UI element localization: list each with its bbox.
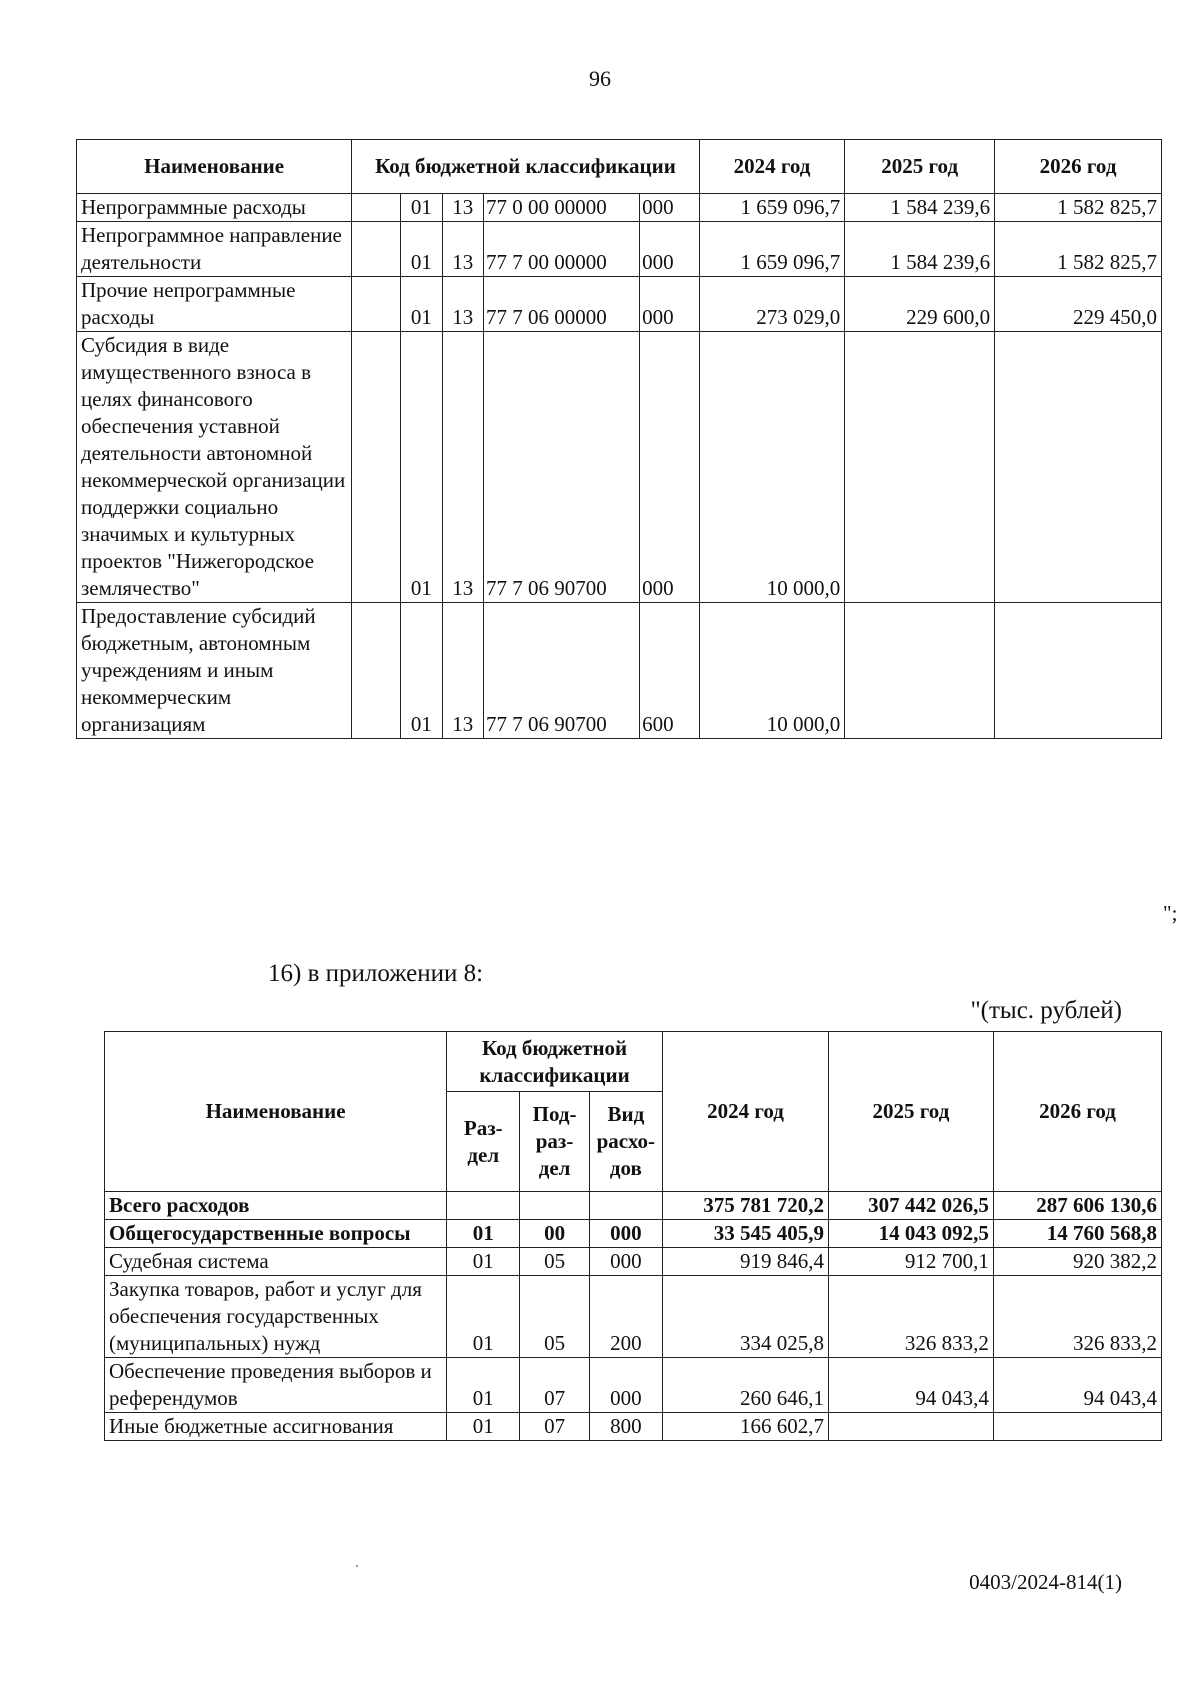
row-name: Обеспечение проведения выборов и референдумов — [105, 1358, 447, 1413]
row-value-2026 — [995, 332, 1162, 603]
row-value-2025: 1 584 239,6 — [845, 194, 995, 222]
row-blank-code — [352, 277, 401, 332]
row-target-article: 77 0 00 00000 — [483, 194, 639, 222]
row-blank-code — [352, 603, 401, 739]
table-row — [105, 1413, 1162, 1441]
table2-body — [105, 1192, 1162, 1441]
row-value-2025: 14 043 092,5 — [828, 1220, 993, 1248]
row-podrazdel: 00 — [520, 1220, 589, 1248]
row-value-2026: 326 833,2 — [993, 1276, 1161, 1358]
row-podrazdel — [520, 1192, 589, 1220]
row-blank-code — [352, 194, 401, 222]
row-value-2025 — [845, 332, 995, 603]
row-value-2025: 326 833,2 — [828, 1276, 993, 1358]
row-value-2024: 166 602,7 — [663, 1413, 829, 1441]
row-name: Иные бюджетные ассигнования — [105, 1413, 447, 1441]
row-value-2025: 912 700,1 — [828, 1248, 993, 1276]
row-razdel — [447, 1192, 520, 1220]
row-expense-type: 800 — [589, 1413, 662, 1441]
row-name: Непрограммные расходы — [77, 194, 352, 222]
row-value-2024: 260 646,1 — [663, 1358, 829, 1413]
row-razdel: 01 — [401, 277, 442, 332]
table-row — [77, 603, 1162, 739]
row-razdel: 01 — [401, 222, 442, 277]
header-name: Наименование — [105, 1032, 447, 1192]
row-razdel: 01 — [447, 1248, 520, 1276]
document-code: 0403/2024-814(1) — [969, 1570, 1122, 1594]
row-name: Всего расходов — [105, 1192, 447, 1220]
row-value-2025 — [845, 603, 995, 739]
row-value-2026: 229 450,0 — [995, 277, 1162, 332]
row-value-2024: 273 029,0 — [699, 277, 845, 332]
budget-table-continued — [76, 139, 1162, 739]
row-target-article: 77 7 06 90700 — [483, 603, 639, 739]
table-row — [105, 1220, 1162, 1248]
row-name: Субсидия в виде имущественного взноса в целях финансового обеспечения уставной деятельности автономной некоммерческой организации поддержки социально значимых и культурных проектов "Нижегородское землячество" — [77, 332, 352, 603]
row-razdel: 01 — [447, 1276, 520, 1358]
row-expense-type: 000 — [640, 194, 700, 222]
row-target-article: 77 7 06 90700 — [483, 332, 639, 603]
appendix-heading: 16) в приложении 8: — [268, 960, 484, 987]
row-podrazdel: 13 — [442, 332, 483, 603]
row-value-2024: 10 000,0 — [699, 603, 845, 739]
row-expense-type: 000 — [589, 1358, 662, 1413]
row-name: Общегосударственные вопросы — [105, 1220, 447, 1248]
row-blank-code — [352, 332, 401, 603]
row-blank-code — [352, 222, 401, 277]
header-vid-raskhodov: Вид расхо-дов — [589, 1092, 662, 1192]
header-razdel: Раз-дел — [447, 1092, 520, 1192]
header-name: Наименование — [77, 140, 352, 194]
header-year-2025: 2025 год — [828, 1032, 993, 1192]
row-value-2026: 920 382,2 — [993, 1248, 1161, 1276]
row-razdel: 01 — [401, 603, 442, 739]
row-value-2025 — [828, 1413, 993, 1441]
row-name: Судебная система — [105, 1248, 447, 1276]
closing-quote: "; — [1163, 901, 1178, 925]
header-year-2026: 2026 год — [993, 1032, 1161, 1192]
row-razdel: 01 — [401, 332, 442, 603]
row-name: Прочие непрограммные расходы — [77, 277, 352, 332]
row-podrazdel: 13 — [442, 277, 483, 332]
row-value-2024: 375 781 720,2 — [663, 1192, 829, 1220]
row-value-2026: 94 043,4 — [993, 1358, 1161, 1413]
row-expense-type — [589, 1192, 662, 1220]
header-budget-code: Код бюджетной классификации — [352, 140, 699, 194]
row-podrazdel: 05 — [520, 1276, 589, 1358]
row-value-2026: 1 582 825,7 — [995, 222, 1162, 277]
header-budget-code: Код бюджетной классификации — [447, 1032, 663, 1092]
row-target-article: 77 7 00 00000 — [483, 222, 639, 277]
row-expense-type: 000 — [640, 277, 700, 332]
row-razdel: 01 — [447, 1220, 520, 1248]
row-podrazdel: 13 — [442, 222, 483, 277]
row-expense-type: 000 — [589, 1248, 662, 1276]
row-value-2026 — [993, 1413, 1161, 1441]
table-row — [77, 222, 1162, 277]
row-value-2025: 1 584 239,6 — [845, 222, 995, 277]
row-value-2024: 33 545 405,9 — [663, 1220, 829, 1248]
scan-speck — [356, 1565, 358, 1567]
row-name: Предоставление субсидий бюджетным, автономным учреждениям и иным некоммерческим организациям — [77, 603, 352, 739]
table-row — [105, 1276, 1162, 1358]
row-expense-type: 000 — [640, 332, 700, 603]
row-expense-type: 000 — [589, 1220, 662, 1248]
page-number: 96 — [589, 66, 611, 91]
row-expense-type: 000 — [640, 222, 700, 277]
row-razdel: 01 — [447, 1413, 520, 1441]
row-podrazdel: 13 — [442, 194, 483, 222]
row-podrazdel: 07 — [520, 1413, 589, 1441]
row-value-2024: 10 000,0 — [699, 332, 845, 603]
units-label: "(тыс. рублей) — [970, 997, 1122, 1024]
header-year-2024: 2024 год — [663, 1032, 829, 1192]
table-row — [77, 332, 1162, 603]
row-value-2026: 1 582 825,7 — [995, 194, 1162, 222]
table-row — [105, 1192, 1162, 1220]
table-row — [77, 277, 1162, 332]
row-razdel: 01 — [447, 1358, 520, 1413]
header-year-2024: 2024 год — [699, 140, 845, 194]
row-value-2026 — [995, 603, 1162, 739]
row-name: Закупка товаров, работ и услуг для обеспечения государственных (муниципальных) нужд — [105, 1276, 447, 1358]
row-value-2024: 334 025,8 — [663, 1276, 829, 1358]
table-row — [105, 1248, 1162, 1276]
table-row — [77, 194, 1162, 222]
row-value-2025: 307 442 026,5 — [828, 1192, 993, 1220]
row-value-2024: 1 659 096,7 — [699, 222, 845, 277]
row-value-2024: 1 659 096,7 — [699, 194, 845, 222]
header-podrazdel: Под-раз-дел — [520, 1092, 589, 1192]
row-podrazdel: 13 — [442, 603, 483, 739]
table-row — [105, 1358, 1162, 1413]
row-value-2025: 229 600,0 — [845, 277, 995, 332]
row-podrazdel: 05 — [520, 1248, 589, 1276]
budget-table-appendix-8 — [104, 1031, 1162, 1441]
header-year-2025: 2025 год — [845, 140, 995, 194]
row-name: Непрограммное направление деятельности — [77, 222, 352, 277]
row-value-2026: 14 760 568,8 — [993, 1220, 1161, 1248]
row-value-2024: 919 846,4 — [663, 1248, 829, 1276]
row-expense-type: 600 — [640, 603, 700, 739]
row-value-2025: 94 043,4 — [828, 1358, 993, 1413]
row-expense-type: 200 — [589, 1276, 662, 1358]
row-podrazdel: 07 — [520, 1358, 589, 1413]
row-target-article: 77 7 06 00000 — [483, 277, 639, 332]
header-year-2026: 2026 год — [995, 140, 1162, 194]
row-value-2026: 287 606 130,6 — [993, 1192, 1161, 1220]
row-razdel: 01 — [401, 194, 442, 222]
table1-body — [77, 194, 1162, 739]
